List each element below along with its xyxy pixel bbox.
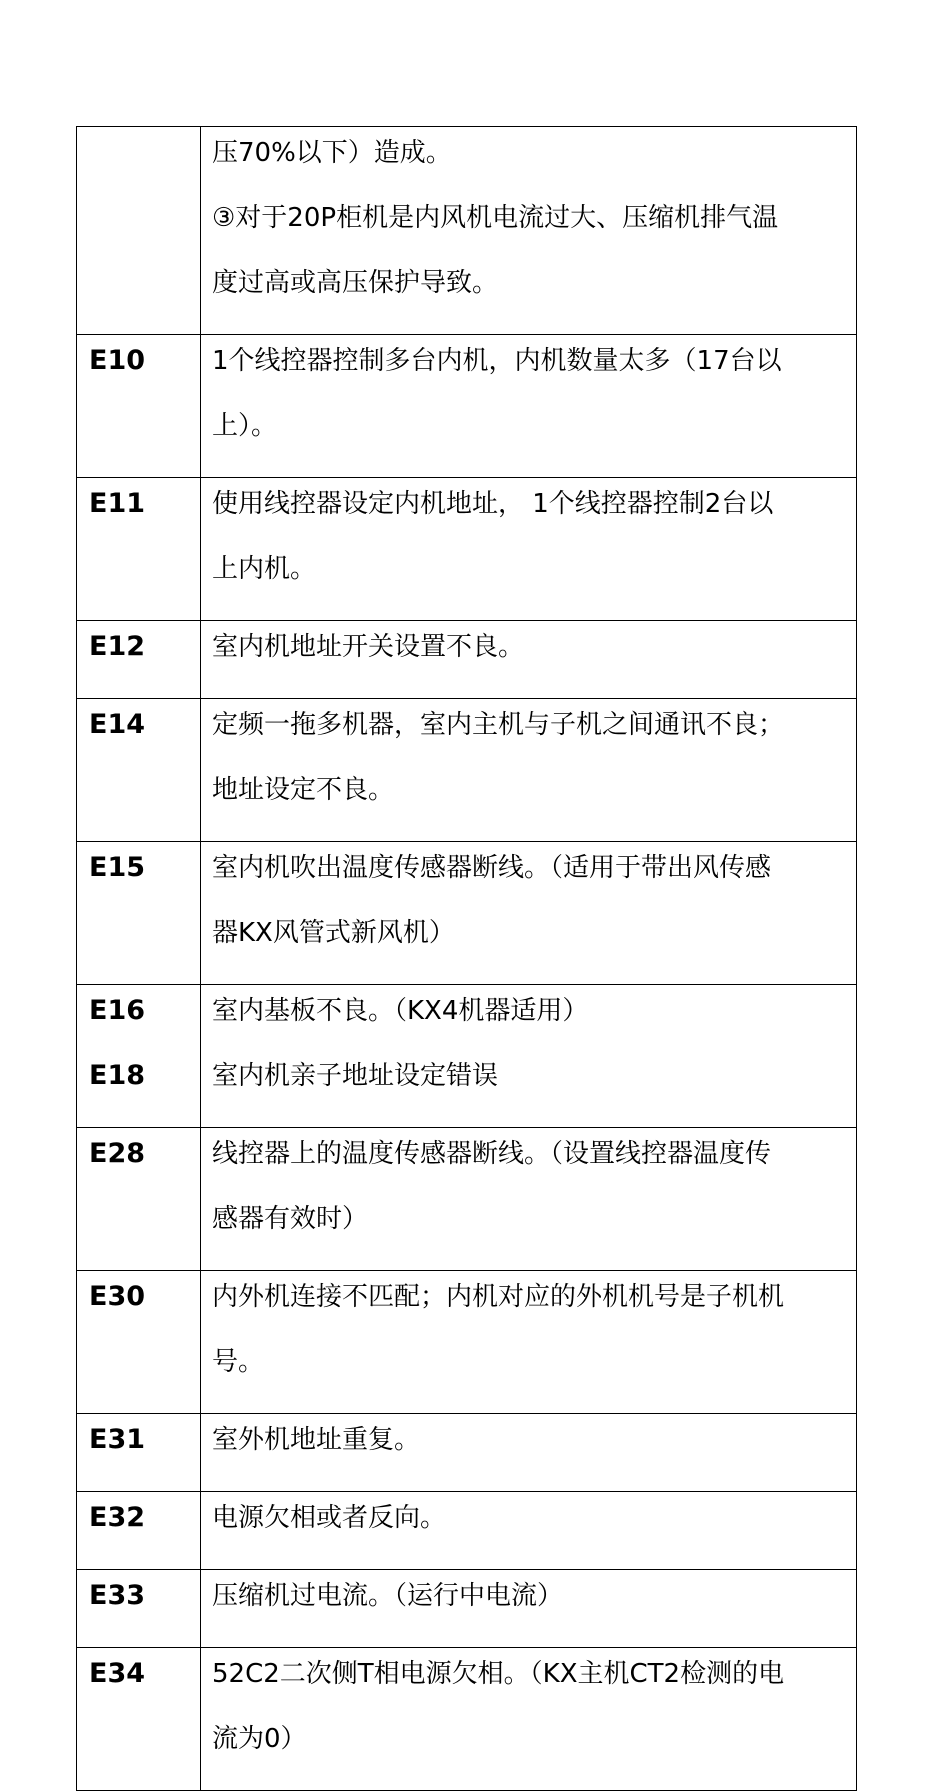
- error-description-cell: [201, 842, 857, 985]
- error-code: E32: [89, 1502, 146, 1533]
- error-code-cell: [77, 699, 201, 842]
- table-row: [77, 478, 857, 621]
- error-code: E15: [89, 852, 146, 883]
- error-code-cell: [77, 1570, 201, 1648]
- error-description-line: 室内基板不良。（KX4机器适用）: [212, 996, 589, 1026]
- error-code: E14: [89, 709, 146, 740]
- error-code: E33: [89, 1580, 146, 1611]
- error-code: E18: [89, 1060, 146, 1091]
- error-code-cell: [77, 335, 201, 478]
- error-description-cell: [201, 127, 857, 335]
- error-description-cell: [201, 1128, 857, 1271]
- error-code-cell: [77, 1271, 201, 1414]
- error-code: [89, 133, 200, 198]
- error-description-line: 器KX风管式新风机）: [212, 918, 455, 948]
- error-code: E31: [89, 1424, 146, 1455]
- table-row: [77, 1414, 857, 1492]
- table-row: [77, 985, 857, 1128]
- error-code-cell: [77, 842, 201, 985]
- error-description-line: 室外机地址重复。: [212, 1425, 421, 1455]
- error-description-cell: [201, 621, 857, 699]
- error-description-line: 室内机亲子地址设定错误: [212, 1061, 499, 1091]
- error-code: E16: [89, 995, 146, 1026]
- error-code-cell: [77, 127, 201, 335]
- error-code: E28: [89, 1138, 146, 1169]
- error-description-cell: [201, 335, 857, 478]
- error-code-cell: [77, 621, 201, 699]
- table-row: [77, 1492, 857, 1570]
- table-row: [77, 699, 857, 842]
- error-description-line: 上）。: [212, 411, 278, 441]
- error-description-cell: [201, 1271, 857, 1414]
- error-code-cell: [77, 1414, 201, 1492]
- error-code-cell: [77, 1128, 201, 1271]
- error-description-line: 室内机吹出温度传感器断线。（适用于带出风传感: [212, 853, 772, 883]
- error-description-line: 内外机连接不匹配；内机对应的外机机号是子机机: [212, 1282, 785, 1312]
- error-description-line: 电源欠相或者反向。: [212, 1503, 447, 1533]
- table-row: [77, 127, 857, 335]
- error-description-line: 1个线控器控制多台内机，内机数量太多（17台以: [212, 346, 782, 376]
- error-code-table-body: [77, 127, 857, 1791]
- table-row: [77, 1271, 857, 1414]
- error-description-cell: [201, 1492, 857, 1570]
- error-code-table: [76, 126, 857, 1791]
- error-description-line: 使用线控器设定内机地址， 1个线控器控制2台以: [212, 489, 774, 519]
- table-row: [77, 621, 857, 699]
- error-code: E30: [89, 1281, 146, 1312]
- error-code: E10: [89, 345, 146, 376]
- error-description-cell: [201, 1648, 857, 1791]
- error-code: E12: [89, 631, 146, 662]
- error-description-line: 线控器上的温度传感器断线。（设置线控器温度传: [212, 1139, 772, 1169]
- error-description-line: 流为0）: [212, 1724, 307, 1754]
- table-row: [77, 1128, 857, 1271]
- table-row: [77, 1648, 857, 1791]
- error-description-line: 定频一拖多机器，室内主机与子机之间通讯不良；: [212, 710, 785, 740]
- error-description-line: 室内机地址开关设置不良。: [212, 632, 525, 662]
- error-description-line: 压缩机过电流。（运行中电流）: [212, 1581, 564, 1611]
- error-description-cell: [201, 478, 857, 621]
- error-description-cell: [201, 1570, 857, 1648]
- error-code: E34: [89, 1658, 146, 1689]
- error-code-cell: [77, 478, 201, 621]
- error-description-line: 上内机。: [212, 554, 317, 584]
- error-code-cell: [77, 1492, 201, 1570]
- table-row: [77, 842, 857, 985]
- error-description-line: 压70%以下）造成。: [212, 138, 452, 168]
- error-description-line: 号。: [212, 1347, 265, 1377]
- error-description-line: ③对于20P柜机是内风机电流过大、压缩机排气温: [212, 203, 779, 233]
- error-code: E11: [89, 488, 146, 519]
- error-description-line: 度过高或高压保护导致。: [212, 268, 499, 298]
- error-description-line: 52C2二次侧T相电源欠相。（KX主机CT2检测的电: [212, 1659, 785, 1689]
- error-description-cell: [201, 1414, 857, 1492]
- error-description-line: 地址设定不良。: [212, 775, 395, 805]
- error-description-line: 感器有效时）: [212, 1204, 369, 1234]
- error-code-cell: [77, 985, 201, 1128]
- error-description-cell: [201, 699, 857, 842]
- table-row: [77, 1570, 857, 1648]
- error-description-cell: [201, 985, 857, 1128]
- error-code-cell: [77, 1648, 201, 1791]
- table-row: [77, 335, 857, 478]
